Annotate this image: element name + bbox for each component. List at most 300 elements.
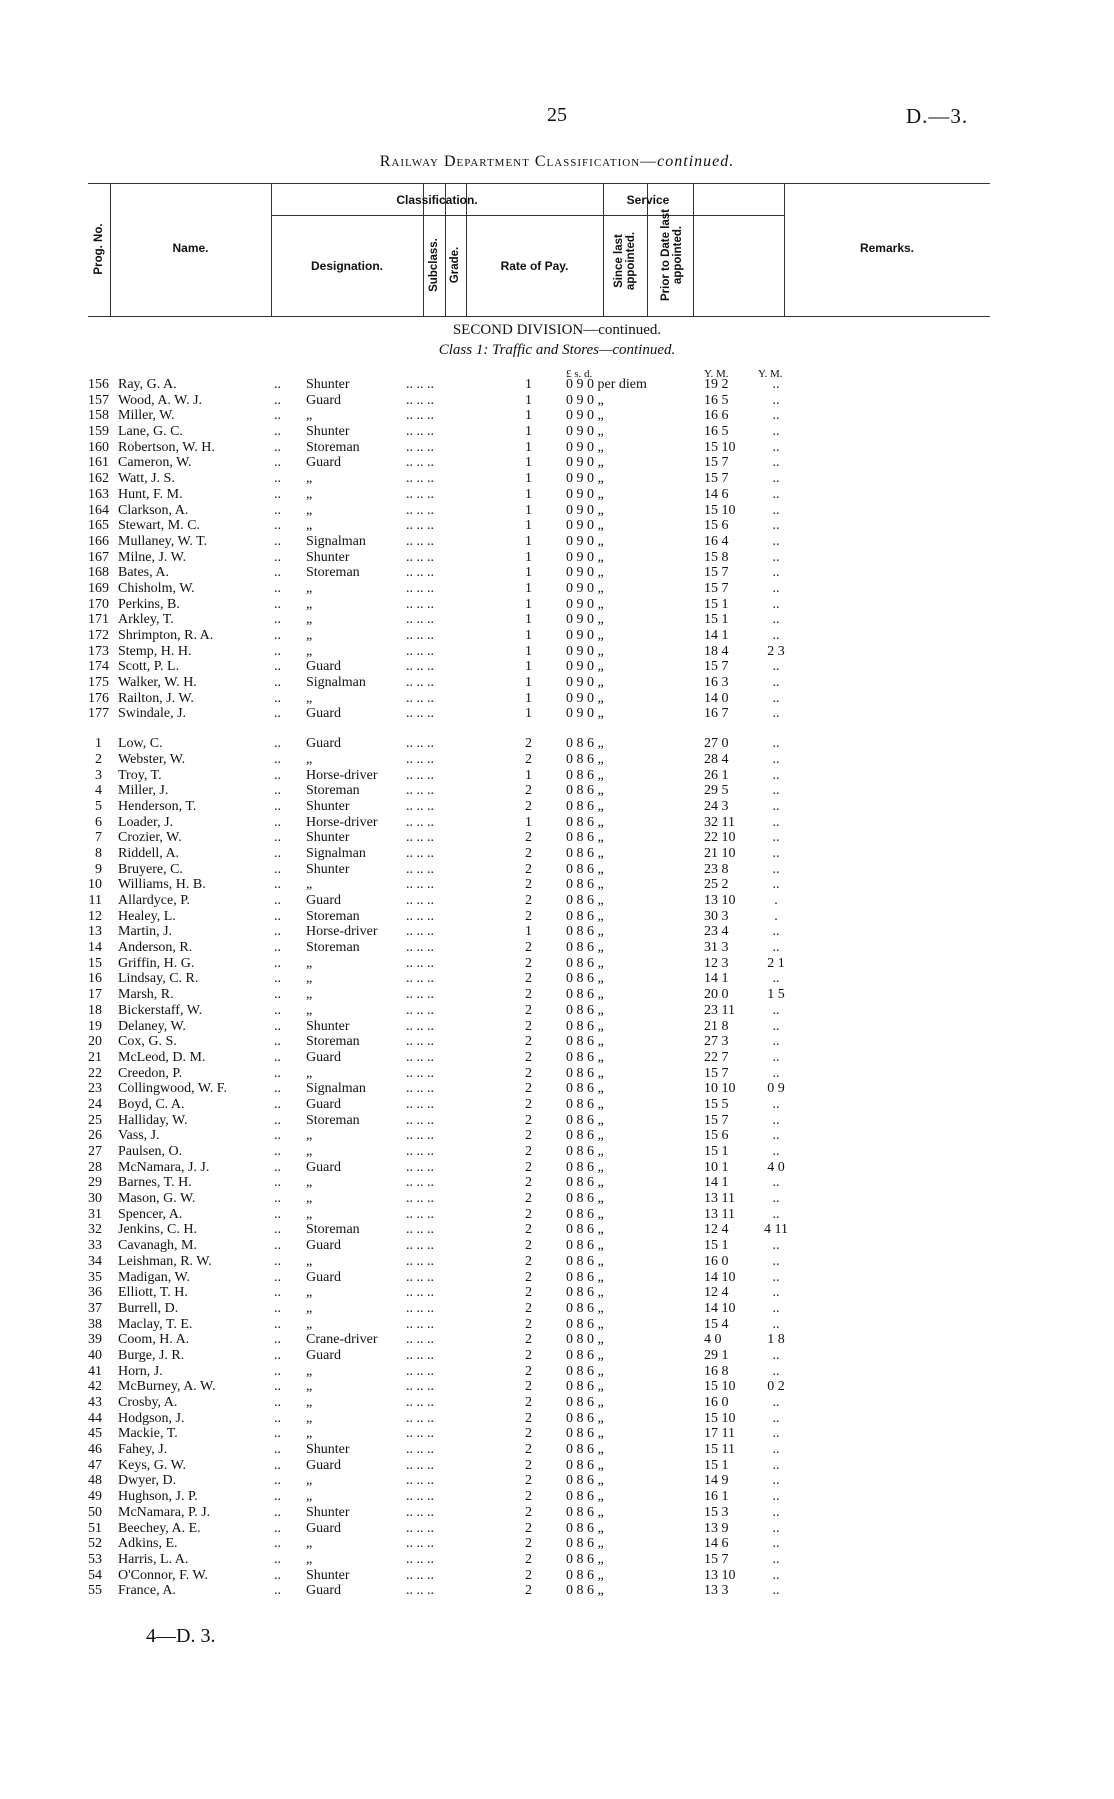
rate-of-pay-cell: 0 8 6 „ [566, 1379, 604, 1395]
name-cell: Bruyere, C. [118, 861, 183, 877]
leader-dots: .. [274, 1285, 281, 1301]
name-cell: Marsh, R. [118, 987, 174, 1003]
designation-cell: Storeman [306, 940, 360, 956]
grade-cell: 1 [525, 690, 532, 706]
rate-of-pay-cell: 0 8 6 „ [566, 971, 604, 987]
leader-dots: .. [274, 1222, 281, 1238]
prog-no-cell: 21 [88, 1049, 102, 1065]
name-cell: Riddell, A. [118, 845, 180, 861]
designation-cell: „ [306, 596, 313, 612]
rate-of-pay-cell: 0 8 6 „ [566, 814, 604, 830]
rate-of-pay-cell: 0 8 6 „ [566, 987, 604, 1003]
rate-of-pay-cell: 0 9 0 „ [566, 533, 604, 549]
name-cell: Henderson, T. [118, 798, 197, 814]
leader-dots: .. [274, 1583, 281, 1599]
leader-dots: .. .. .. [406, 924, 434, 940]
designation-cell: „ [306, 1551, 313, 1567]
service-since-cell: 14 6 [704, 486, 729, 502]
section-heading: SECOND DIVISION—continued. [452, 322, 662, 338]
designation-cell: Storeman [306, 565, 360, 581]
table-row [88, 1034, 828, 1050]
leader-dots: .. [274, 502, 281, 518]
table-row [88, 1254, 828, 1270]
designation-cell: „ [306, 1128, 313, 1144]
prog-no-cell: 5 [95, 798, 102, 814]
rate-of-pay-cell: 0 8 6 „ [566, 1206, 604, 1222]
prog-no-cell: 46 [88, 1442, 102, 1458]
designation-cell: Guard [306, 1269, 341, 1285]
name-cell: Keys, G. W. [118, 1457, 187, 1473]
prog-no-cell: 54 [88, 1567, 102, 1583]
service-prior-cell: .. [772, 1128, 780, 1144]
leader-dots: .. .. .. [406, 502, 434, 518]
name-cell: Troy, T. [118, 767, 162, 783]
service-prior-cell: .. [772, 596, 780, 612]
service-prior-cell: . [774, 893, 778, 908]
prog-no-cell: 177 [88, 706, 109, 722]
service-prior-cell: .. [772, 1442, 780, 1458]
service-prior-cell: .. [772, 1300, 780, 1316]
rate-of-pay-cell: 0 8 6 „ [566, 1018, 604, 1034]
prog-no-cell: 38 [88, 1316, 102, 1332]
grade-cell: 1 [525, 643, 532, 659]
rate-of-pay-cell: 0 8 6 „ [566, 1300, 604, 1316]
leader-dots: .. .. .. [406, 1191, 434, 1207]
grade-cell: 2 [525, 798, 532, 814]
service-since-cell: 15 5 [704, 1096, 729, 1112]
service-since-cell: 14 1 [704, 971, 729, 987]
leader-dots: .. [274, 1128, 281, 1144]
service-prior-cell: .. [772, 1551, 780, 1567]
service-since-cell: 16 0 [704, 1395, 729, 1410]
leader-dots: .. [274, 408, 281, 424]
service-since-cell: 15 8 [704, 549, 729, 565]
table-row [88, 675, 828, 691]
prog-no-cell: 161 [88, 455, 109, 471]
leader-dots: .. [274, 580, 281, 596]
prog-no-cell: 7 [95, 830, 102, 846]
service-prior-cell: .. [772, 924, 780, 940]
service-prior-cell: .. [772, 877, 780, 893]
leader-dots: .. [274, 1332, 281, 1348]
leader-dots: .. .. .. [406, 706, 434, 722]
grade-cell: 2 [525, 1395, 532, 1410]
prog-no-cell: 163 [88, 486, 109, 502]
leader-dots: .. [274, 596, 281, 612]
service-prior-cell: .. [772, 1253, 780, 1269]
name-cell: Miller, W. [118, 408, 175, 424]
name-cell: Barnes, T. H. [118, 1175, 192, 1191]
service-prior-cell: .. [772, 1410, 780, 1426]
grade-cell: 2 [525, 1332, 532, 1348]
name-cell: Chisholm, W. [118, 580, 195, 596]
prog-no-cell: 170 [88, 596, 109, 612]
table-row [88, 408, 828, 424]
service-since-cell: 30 3 [704, 908, 729, 924]
name-cell: Collingwood, W. F. [118, 1081, 227, 1097]
table-row [88, 1003, 828, 1019]
designation-cell: „ [306, 751, 313, 767]
name-cell: Jenkins, C. H. [118, 1222, 197, 1238]
leader-dots: .. [274, 518, 281, 534]
table-row [88, 1097, 828, 1113]
prog-no-cell: 172 [88, 628, 109, 643]
rate-of-pay-cell: 0 8 6 „ [566, 783, 604, 799]
grade-header: Grade. [449, 246, 461, 284]
grade-cell: 1 [525, 767, 532, 783]
leader-dots: .. .. .. [406, 659, 434, 675]
leader-dots: .. [274, 830, 281, 846]
leader-dots: .. [274, 1002, 281, 1018]
service-prior-cell: .. [772, 377, 780, 392]
leader-dots: .. [274, 1096, 281, 1112]
leader-dots: .. .. .. [406, 596, 434, 612]
grade-cell: 1 [525, 612, 532, 628]
service-prior-cell: .. [772, 751, 780, 767]
table-row [88, 1536, 828, 1552]
designation-cell: Shunter [306, 1504, 350, 1520]
designation-cell: „ [306, 408, 313, 424]
rate-of-pay-cell: 0 8 6 „ [566, 1253, 604, 1269]
name-cell: Bates, A. [118, 565, 169, 581]
name-cell: Low, C. [118, 736, 163, 752]
grade-cell: 2 [525, 987, 532, 1003]
grade-cell: 2 [525, 1426, 532, 1442]
table-row [88, 487, 828, 503]
service-since-cell: 15 6 [704, 1128, 729, 1144]
name-cell: Mullaney, W. T. [118, 533, 208, 549]
table-row [88, 1270, 828, 1286]
table-row [88, 1521, 828, 1537]
service-prior-cell: .. [772, 533, 780, 549]
name-cell: Mackie, T. [118, 1426, 178, 1442]
service-prior-cell: .. [772, 408, 780, 424]
rate-of-pay-cell: 0 9 0 „ [566, 486, 604, 502]
leader-dots: .. [274, 1347, 281, 1363]
service-prior-cell: .. [772, 861, 780, 877]
designation-cell: Guard [306, 1049, 341, 1065]
designation-cell: Guard [306, 1347, 341, 1363]
table-row [88, 909, 828, 925]
prog-no-cell: 26 [88, 1128, 102, 1144]
rate-of-pay-cell: 0 9 0 „ [566, 518, 604, 534]
service-prior-cell: .. [772, 1395, 780, 1410]
leader-dots: .. .. .. [406, 861, 434, 877]
service-since-cell: 15 1 [704, 1144, 729, 1159]
table-row [88, 1301, 828, 1317]
designation-cell: „ [306, 580, 313, 596]
designation-cell: „ [306, 612, 313, 628]
table-row [88, 799, 828, 815]
table-row [88, 1583, 828, 1599]
grade-cell: 2 [525, 1285, 532, 1301]
leader-dots: .. [274, 1253, 281, 1269]
service-since-cell: 15 1 [704, 596, 729, 612]
name-cell: Elliott, T. H. [118, 1285, 188, 1301]
service-since-cell: 22 10 [704, 830, 736, 846]
service-prior-cell: 2 3 [767, 643, 785, 659]
leader-dots: .. .. .. [406, 580, 434, 596]
grade-cell: 2 [525, 1536, 532, 1552]
service-since-cell: 14 6 [704, 1536, 729, 1552]
service-since-cell: 23 11 [704, 1002, 735, 1018]
service-prior-cell: .. [772, 1049, 780, 1065]
prog-no-cell: 171 [88, 612, 109, 628]
prog-no-cell: 40 [88, 1347, 102, 1363]
service-prior-cell: .. [772, 1489, 780, 1505]
table-row [88, 1332, 828, 1348]
grade-cell: 1 [525, 439, 532, 455]
service-prior-cell: .. [772, 1473, 780, 1489]
grade-cell: 1 [525, 486, 532, 502]
rate-of-pay-cell: 0 8 6 „ [566, 1285, 604, 1301]
designation-cell: Guard [306, 455, 341, 471]
leader-dots: .. .. .. [406, 612, 434, 628]
leader-dots: .. .. .. [406, 1285, 434, 1301]
service-since-cell: 32 11 [704, 814, 735, 830]
leader-dots: .. [274, 1269, 281, 1285]
table-row [88, 455, 828, 471]
prog-no-cell: 2 [95, 751, 102, 767]
service-since-cell: 15 7 [704, 565, 729, 581]
grade-cell: 1 [525, 706, 532, 722]
leader-dots: .. [274, 1316, 281, 1332]
table-row [88, 1317, 828, 1333]
leader-dots: .. [274, 690, 281, 706]
service-since-cell: 16 8 [704, 1363, 729, 1379]
name-cell: Allardyce, P. [118, 893, 190, 908]
table-row [88, 1505, 828, 1521]
prog-no-cell: 18 [88, 1002, 102, 1018]
name-cell: Spencer, A. [118, 1206, 183, 1222]
grade-cell: 2 [525, 1347, 532, 1363]
designation-cell: Guard [306, 1096, 341, 1112]
leader-dots: .. [274, 1410, 281, 1426]
rate-of-pay-cell: 0 8 6 „ [566, 1536, 604, 1552]
rate-of-pay-cell: 0 8 6 „ [566, 1096, 604, 1112]
designation-cell: Storeman [306, 1112, 360, 1128]
designation-cell: Guard [306, 1238, 341, 1254]
grade-cell: 2 [525, 1112, 532, 1128]
leader-dots: .. .. .. [406, 1238, 434, 1254]
grade-cell: 2 [525, 1175, 532, 1191]
rate-of-pay-cell: 0 9 0 „ [566, 596, 604, 612]
prog-no-cell: 157 [88, 392, 109, 408]
service-prior-cell: .. [772, 612, 780, 628]
name-cell: Miller, J. [118, 783, 169, 799]
service-prior-cell: .. [772, 1583, 780, 1599]
rate-of-pay-cell: 0 8 6 „ [566, 1473, 604, 1489]
prog-no-cell: 1 [95, 736, 102, 752]
leader-dots: .. .. .. [406, 518, 434, 534]
service-since-cell: 15 11 [704, 1442, 735, 1458]
service-prior-cell: .. [772, 814, 780, 830]
leader-dots: .. [274, 1175, 281, 1191]
name-header: Name. [172, 241, 209, 255]
name-cell: Watt, J. S. [118, 471, 175, 487]
leader-dots: .. [274, 1536, 281, 1552]
prog-no-cell: 176 [88, 690, 109, 706]
service-since-cell: 15 7 [704, 1551, 729, 1567]
leader-dots: .. [274, 1081, 281, 1097]
service-since-cell: 23 8 [704, 861, 729, 877]
designation-cell: Signalman [306, 1081, 366, 1097]
service-since-cell: 21 10 [704, 845, 736, 861]
service-prior-cell: .. [772, 518, 780, 534]
leader-dots: .. [274, 814, 281, 830]
service-prior-cell: .. [772, 1363, 780, 1379]
name-cell: McNamara, P. J. [118, 1504, 211, 1520]
leader-dots: .. .. .. [406, 549, 434, 565]
table-row [88, 1285, 828, 1301]
service-prior-cell: .. [772, 1096, 780, 1112]
leader-dots: .. .. .. [406, 1504, 434, 1520]
leader-dots: .. .. .. [406, 1347, 434, 1363]
table-row [88, 565, 828, 581]
grade-cell: 2 [525, 751, 532, 767]
name-cell: O'Connor, F. W. [118, 1567, 208, 1583]
name-cell: Maclay, T. E. [118, 1316, 193, 1332]
grade-cell: 2 [525, 1002, 532, 1018]
rate-of-pay-cell: 0 8 6 „ [566, 798, 604, 814]
table-row [88, 1050, 828, 1066]
rate-of-pay-cell: 0 8 6 „ [566, 1347, 604, 1363]
leader-dots: .. [274, 377, 281, 392]
table-row [88, 1568, 828, 1584]
since-units: Y. M. [704, 368, 729, 380]
leader-dots: .. .. .. [406, 1442, 434, 1458]
grade-cell: 2 [525, 1144, 532, 1159]
designation-cell: Horse-driver [306, 814, 378, 830]
service-since-cell: 16 7 [704, 706, 729, 722]
grade-cell: 2 [525, 893, 532, 908]
rate-of-pay-cell: 0 8 6 „ [566, 1504, 604, 1520]
prog-no-cell: 32 [88, 1222, 102, 1238]
leader-dots: .. .. .. [406, 1269, 434, 1285]
table-row [88, 659, 828, 675]
leader-dots: .. .. .. [406, 814, 434, 830]
designation-cell: „ [306, 471, 313, 487]
prior-units: Y. M. [758, 368, 783, 380]
prog-no-cell: 49 [88, 1489, 102, 1505]
service-since-cell: 15 7 [704, 1065, 729, 1081]
leader-dots: .. [274, 845, 281, 861]
name-cell: Robertson, W. H. [118, 439, 215, 455]
table-row [88, 424, 828, 440]
service-prior-cell: .. [772, 798, 780, 814]
leader-dots: .. [274, 1034, 281, 1050]
grade-cell: 2 [525, 1300, 532, 1316]
table-row [88, 691, 828, 707]
leader-dots: .. .. .. [406, 1473, 434, 1489]
designation-cell: Storeman [306, 1034, 360, 1050]
grade-cell: 1 [525, 408, 532, 424]
table-row [88, 1411, 828, 1427]
grade-cell: 1 [525, 377, 532, 392]
designation-cell: Shunter [306, 377, 350, 392]
service-since-cell: 15 7 [704, 1112, 729, 1128]
service-prior-cell: 0 2 [767, 1379, 785, 1395]
leader-dots: .. .. .. [406, 1300, 434, 1316]
service-prior-cell: .. [772, 1002, 780, 1018]
table-row [88, 1222, 828, 1238]
rate-of-pay-cell: 0 8 6 „ [566, 1175, 604, 1191]
grade-cell: 2 [525, 1081, 532, 1097]
leader-dots: .. [274, 1473, 281, 1489]
designation-header: Designation. [310, 259, 383, 273]
subclass-header: Subclass. [428, 238, 440, 292]
prog-no-cell: 44 [88, 1410, 102, 1426]
service-prior-cell: .. [772, 706, 780, 722]
table-row [88, 1066, 828, 1082]
leader-dots: .. .. .. [406, 1081, 434, 1097]
grade-cell: 2 [525, 940, 532, 956]
rate-of-pay-cell: 0 8 6 „ [566, 1159, 604, 1175]
leader-dots: .. .. .. [406, 628, 434, 643]
leader-dots: .. .. .. [406, 1567, 434, 1583]
prog-no-cell: 158 [88, 408, 109, 424]
rate-of-pay-cell: 0 8 6 „ [566, 1583, 604, 1599]
document-reference: D.—3. [906, 104, 969, 128]
prog-no-cell: 37 [88, 1300, 102, 1316]
service-since-cell: 16 0 [704, 1253, 729, 1269]
service-since-cell: 15 10 [704, 502, 736, 518]
designation-cell: Shunter [306, 1442, 350, 1458]
designation-cell: „ [306, 1285, 313, 1301]
service-since-cell: 13 11 [704, 1206, 735, 1222]
designation-cell: Guard [306, 1583, 341, 1599]
service-since-cell: 16 5 [704, 392, 729, 408]
designation-cell: Shunter [306, 1018, 350, 1034]
service-since-cell: 18 4 [704, 643, 729, 659]
leader-dots: .. .. .. [406, 675, 434, 691]
grade-cell: 1 [525, 392, 532, 408]
service-prior-cell: .. [772, 580, 780, 596]
service-prior-cell: .. [772, 628, 780, 643]
designation-cell: „ [306, 1300, 313, 1316]
grade-cell: 1 [525, 924, 532, 940]
grade-cell: 2 [525, 1583, 532, 1599]
service-prior-cell: .. [772, 549, 780, 565]
rate-of-pay-cell: 0 8 6 „ [566, 1049, 604, 1065]
designation-cell: „ [306, 1410, 313, 1426]
leader-dots: .. .. .. [406, 1379, 434, 1395]
name-cell: Hodgson, J. [118, 1410, 185, 1426]
designation-cell: Guard [306, 659, 341, 675]
service-prior-cell: .. [772, 439, 780, 455]
prog-no-cell: 20 [88, 1034, 102, 1050]
grade-cell: 1 [525, 565, 532, 581]
service-prior-cell: .. [772, 486, 780, 502]
leader-dots: .. .. .. [406, 893, 434, 908]
table-row [88, 956, 828, 972]
prog-no-cell: 52 [88, 1536, 102, 1552]
table-row [88, 597, 828, 613]
leader-dots: .. .. .. [406, 830, 434, 846]
table-row [88, 815, 828, 831]
designation-cell: Shunter [306, 798, 350, 814]
leader-dots: .. .. .. [406, 1489, 434, 1505]
rate-of-pay-cell: 0 9 0 „ [566, 565, 604, 581]
service-since-cell: 15 7 [704, 455, 729, 471]
name-cell: Coom, H. A. [118, 1332, 190, 1348]
name-cell: Burrell, D. [118, 1300, 179, 1316]
name-cell: Railton, J. W. [118, 690, 194, 706]
prog-no-cell: 35 [88, 1269, 102, 1285]
grade-cell: 2 [525, 845, 532, 861]
grade-cell: 2 [525, 1096, 532, 1112]
pay-units: £ s. d. [566, 368, 593, 380]
